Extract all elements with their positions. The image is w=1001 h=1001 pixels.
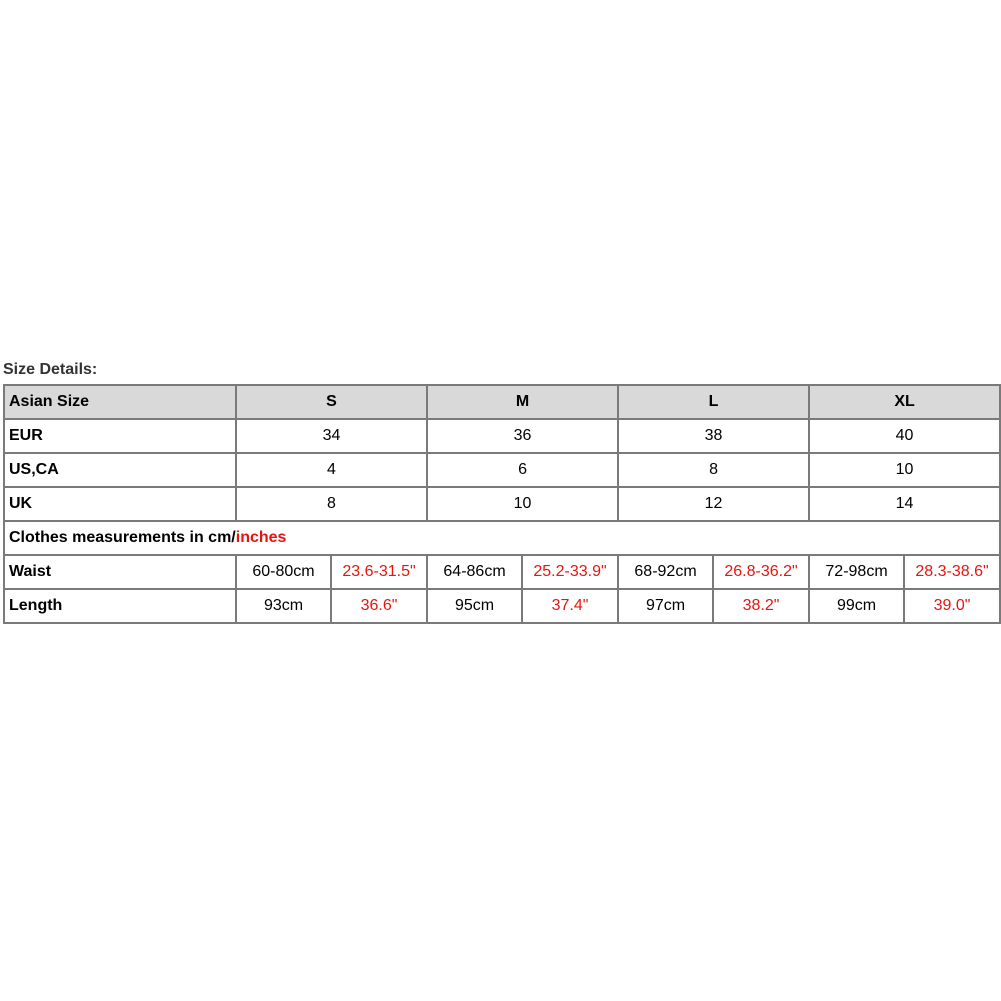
us-ca-value-s: 4	[236, 453, 427, 487]
waist-cm-l: 68-92cm	[618, 555, 713, 589]
uk-value-xl: 14	[809, 487, 1000, 521]
eur-value-l: 38	[618, 419, 809, 453]
row-label-length: Length	[4, 589, 236, 623]
row-label-us-ca: US,CA	[4, 453, 236, 487]
waist-inches-xl: 28.3-38.6"	[904, 555, 1000, 589]
waist-cm-xl: 72-98cm	[809, 555, 904, 589]
length-inches-m: 37.4"	[522, 589, 618, 623]
eur-value-s: 34	[236, 419, 427, 453]
row-label-eur: EUR	[4, 419, 236, 453]
size-header-s: S	[236, 385, 427, 419]
size-header-row	[4, 385, 1000, 419]
us-ca-value-m: 6	[427, 453, 618, 487]
waist-inches-s: 23.6-31.5"	[331, 555, 427, 589]
uk-row	[4, 487, 1000, 521]
length-inches-xl: 39.0"	[904, 589, 1000, 623]
eur-value-xl: 40	[809, 419, 1000, 453]
row-label-waist: Waist	[4, 555, 236, 589]
length-cm-s: 93cm	[236, 589, 331, 623]
uk-value-m: 10	[427, 487, 618, 521]
measurements-title-row	[4, 521, 1000, 555]
waist-cm-m: 64-86cm	[427, 555, 522, 589]
size-chart-table	[3, 384, 1001, 624]
waist-inches-l: 26.8-36.2"	[713, 555, 809, 589]
length-cm-m: 95cm	[427, 589, 522, 623]
row-label-asian-size: Asian Size	[4, 385, 236, 419]
waist-row	[4, 555, 1000, 589]
size-header-l: L	[618, 385, 809, 419]
uk-value-l: 12	[618, 487, 809, 521]
length-row	[4, 589, 1000, 623]
length-cm-l: 97cm	[618, 589, 713, 623]
measurements-title-prefix: Clothes measurements in cm/	[9, 529, 236, 546]
length-cm-xl: 99cm	[809, 589, 904, 623]
uk-value-s: 8	[236, 487, 427, 521]
waist-inches-m: 25.2-33.9"	[522, 555, 618, 589]
row-label-uk: UK	[4, 487, 236, 521]
length-inches-l: 38.2"	[713, 589, 809, 623]
us-ca-row	[4, 453, 1000, 487]
measurements-title-inches: inches	[235, 529, 287, 546]
measurements-title	[4, 521, 1000, 555]
waist-cm-s: 60-80cm	[236, 555, 331, 589]
us-ca-value-xl: 10	[809, 453, 1000, 487]
size-header-xl: XL	[809, 385, 1000, 419]
size-details-caption: Size Details:	[3, 361, 98, 378]
us-ca-value-l: 8	[618, 453, 809, 487]
eur-row	[4, 419, 1000, 453]
eur-value-m: 36	[427, 419, 618, 453]
length-inches-s: 36.6"	[331, 589, 427, 623]
size-header-m: M	[427, 385, 618, 419]
